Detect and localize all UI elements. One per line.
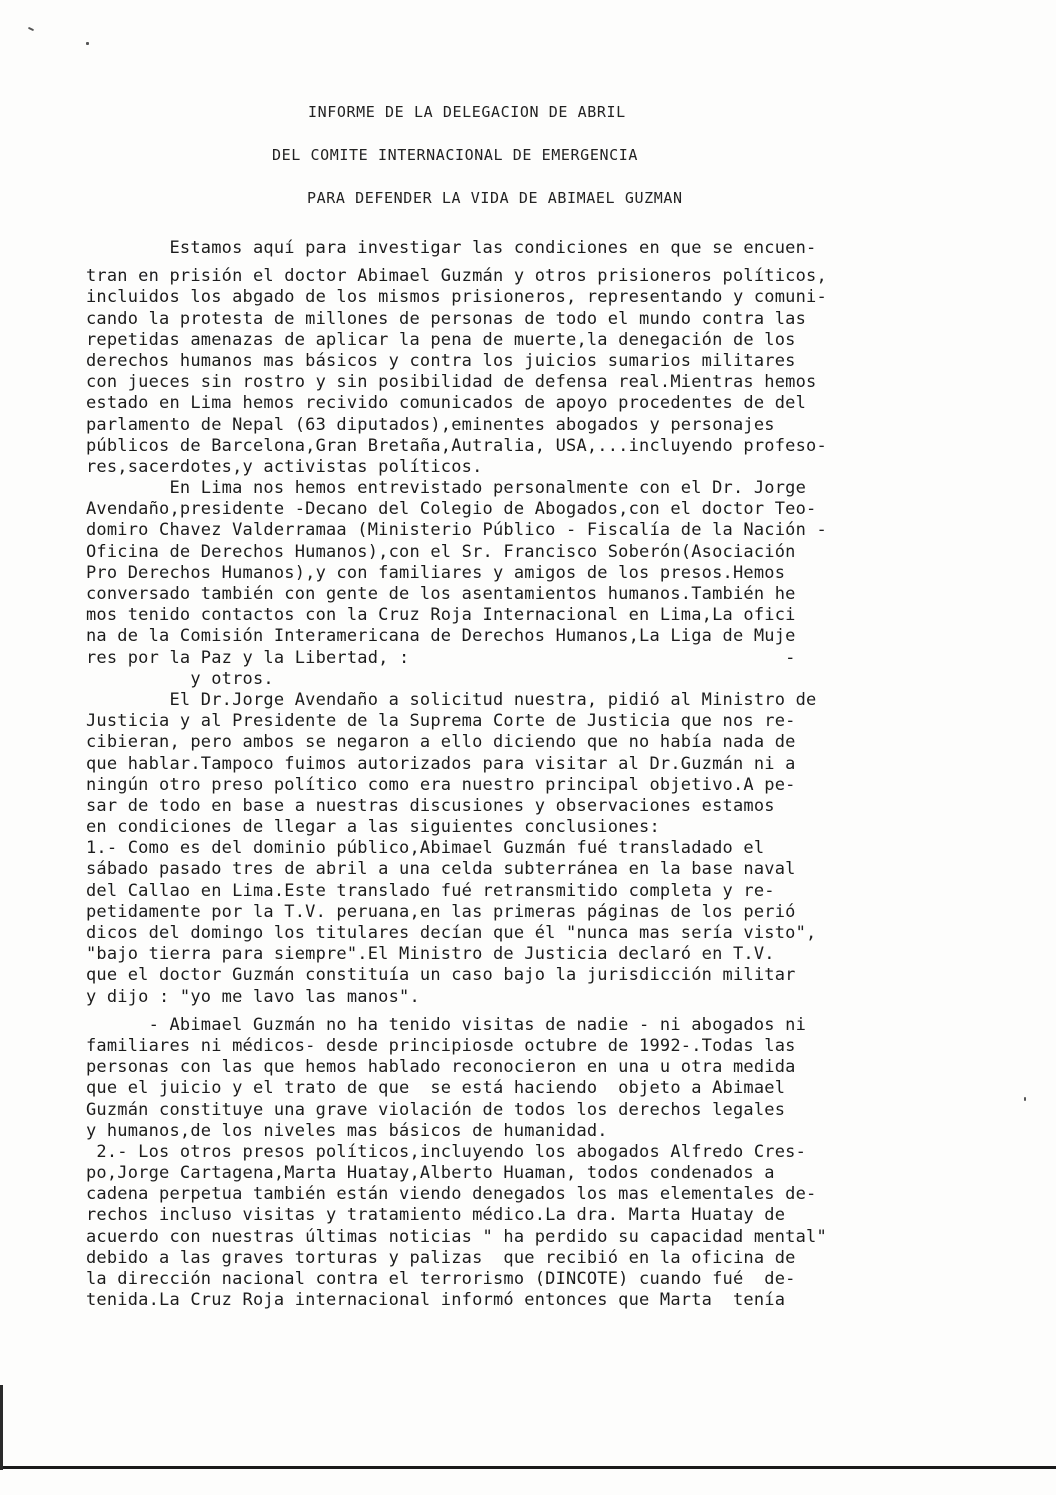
body-line: ningún otro preso político como era nuestro principal objetivo.A pe- — [86, 774, 796, 795]
body-line: cibieran, pero ambos se negaron a ello diciendo que no había nada de — [86, 732, 796, 753]
scan-left-edge — [0, 1385, 3, 1470]
body-line: domiro Chavez Valderramaa (Ministerio Público - Fiscalía de la Nación - — [86, 520, 827, 541]
body-line: que el juicio y el trato de que se está haciendo objeto a Abimael — [86, 1078, 786, 1099]
body-line: El Dr.Jorge Avendaño a solicitud nuestra, pidió al Ministro de — [86, 689, 817, 710]
body-line: y dijo : "yo me lavo las manos". — [86, 986, 420, 1007]
body-line: Avendaño,presidente -Decano del Colegio de Abogados,con el doctor Teo- — [86, 499, 817, 520]
body-line: y humanos,de los niveles mas básicos de humanidad. — [86, 1120, 608, 1141]
body-line: Guzmán constituye una grave violación de todos los derechos legales — [86, 1099, 786, 1120]
body-line: sábado pasado tres de abril a una celda subterránea en la base naval — [86, 859, 796, 880]
body-line: cando la protesta de millones de personas de todo el mundo contra las — [86, 308, 807, 329]
body-line: Justicia y al Presidente de la Suprema Corte de Justicia que nos re- — [86, 711, 796, 732]
body-line: con jueces sin rostro y sin posibilidad de defensa real.Mientras hemos — [86, 372, 817, 393]
body-line: res,sacerdotes,y activistas políticos. — [86, 456, 483, 477]
scan-bottom-edge — [0, 1466, 1056, 1469]
body-line: que hablar.Tampoco fuimos autorizados para visitar al Dr.Guzmán ni a — [86, 753, 796, 774]
body-line: repetidas amenazas de aplicar la pena de muerte,la denegación de los — [86, 329, 796, 350]
body-line: petidamente por la T.V. peruana,en las primeras páginas de los perió — [86, 901, 796, 922]
body-line: del Callao en Lima.Este translado fué retransmitido completa y re- — [86, 880, 775, 901]
body-line: públicos de Barcelona,Gran Bretaña,Autralia, USA,...incluyendo profeso- — [86, 435, 827, 456]
report-title-line-3: PARA DEFENDER LA VIDA DE ABIMAEL GUZMAN — [307, 189, 683, 207]
body-line: y otros. — [86, 668, 274, 689]
body-line: - Abimael Guzmán no ha tenido visitas de nadie - ni abogados ni — [86, 1014, 807, 1035]
body-line: mos tenido contactos con la Cruz Roja Internacional en Lima,La ofici — [86, 605, 796, 626]
body-line: estado en Lima hemos recivido comunicados de apoyo procedentes de del — [86, 393, 807, 414]
report-title-line-2: DEL COMITE INTERNACIONAL DE EMERGENCIA — [272, 146, 638, 164]
scan-speck — [86, 42, 89, 45]
body-line: 2.- Los otros presos políticos,incluyendo los abogados Alfredo Cres- — [86, 1141, 807, 1162]
body-line: Estamos aquí para investigar las condiciones en que se encuen- — [86, 238, 817, 258]
body-line: Pro Derechos Humanos),y con familiares y amigos de los presos.Hemos — [86, 562, 786, 583]
body-line: conversado también con gente de los asentamientos humanos.También he — [86, 584, 796, 604]
body-line: en condiciones de llegar a las siguientes conclusiones: — [86, 817, 660, 838]
body-line: acuerdo con nuestras últimas noticias " ha perdido su capacidad mental" — [86, 1226, 827, 1247]
body-line: tran en prisión el doctor Abimael Guzmán y otros prisioneros políticos, — [86, 266, 827, 287]
report-body — [86, 238, 1016, 1311]
body-line: familiares ni médicos- desde principiosde octubre de 1992-.Todas las — [86, 1035, 796, 1056]
body-line: que el doctor Guzmán constituía un caso bajo la jurisdicción militar — [86, 965, 796, 986]
body-line: derechos humanos mas básicos y contra los juicios sumarios militares — [86, 350, 796, 371]
body-line: dicos del domingo los titulares decían que él "nunca mas sería visto", — [86, 923, 817, 943]
scan-speck — [1024, 1097, 1026, 1101]
report-title-line-1: INFORME DE LA DELEGACION DE ABRIL — [308, 103, 626, 121]
body-line: rechos incluso visitas y tratamiento médico.La dra. Marta Huatay de — [86, 1205, 786, 1226]
body-line: 1.- Como es del dominio público,Abimael Guzmán fué transladado el — [86, 838, 765, 859]
scan-speck — [28, 27, 34, 31]
body-line: En Lima nos hemos entrevistado personalmente con el Dr. Jorge — [86, 478, 807, 499]
body-line: "bajo tierra para siempre".El Ministro de Justicia declaró en T.V. — [86, 944, 775, 965]
body-line: po,Jorge Cartagena,Marta Huatay,Alberto Huaman, todos condenados a — [86, 1163, 775, 1184]
body-line: na de la Comisión Interamericana de Derechos Humanos,La Liga de Muje — [86, 626, 796, 647]
body-line: res por la Paz y la Libertad, : - — [86, 647, 796, 668]
body-line: sar de todo en base a nuestras discusiones y observaciones estamos — [86, 795, 775, 816]
body-line: incluidos los abgado de los mismos prisioneros, representando y comuni- — [86, 287, 827, 308]
body-line: tenida.La Cruz Roja internacional informó entonces que Marta tenía — [86, 1290, 786, 1311]
body-line: debido a las graves torturas y palizas que recibió en la oficina de — [86, 1247, 796, 1268]
body-line: Oficina de Derechos Humanos),con el Sr. Francisco Soberón(Asociación — [86, 541, 796, 562]
body-line: la dirección nacional contra el terrorismo (DINCOTE) cuando fué de- — [86, 1269, 796, 1289]
body-line: personas con las que hemos hablado reconocieron en una u otra medida — [86, 1057, 796, 1078]
body-line: parlamento de Nepal (63 diputados),eminentes abogados y personajes — [86, 414, 775, 435]
body-line: cadena perpetua también están viendo denegados los mas elementales de- — [86, 1184, 817, 1205]
